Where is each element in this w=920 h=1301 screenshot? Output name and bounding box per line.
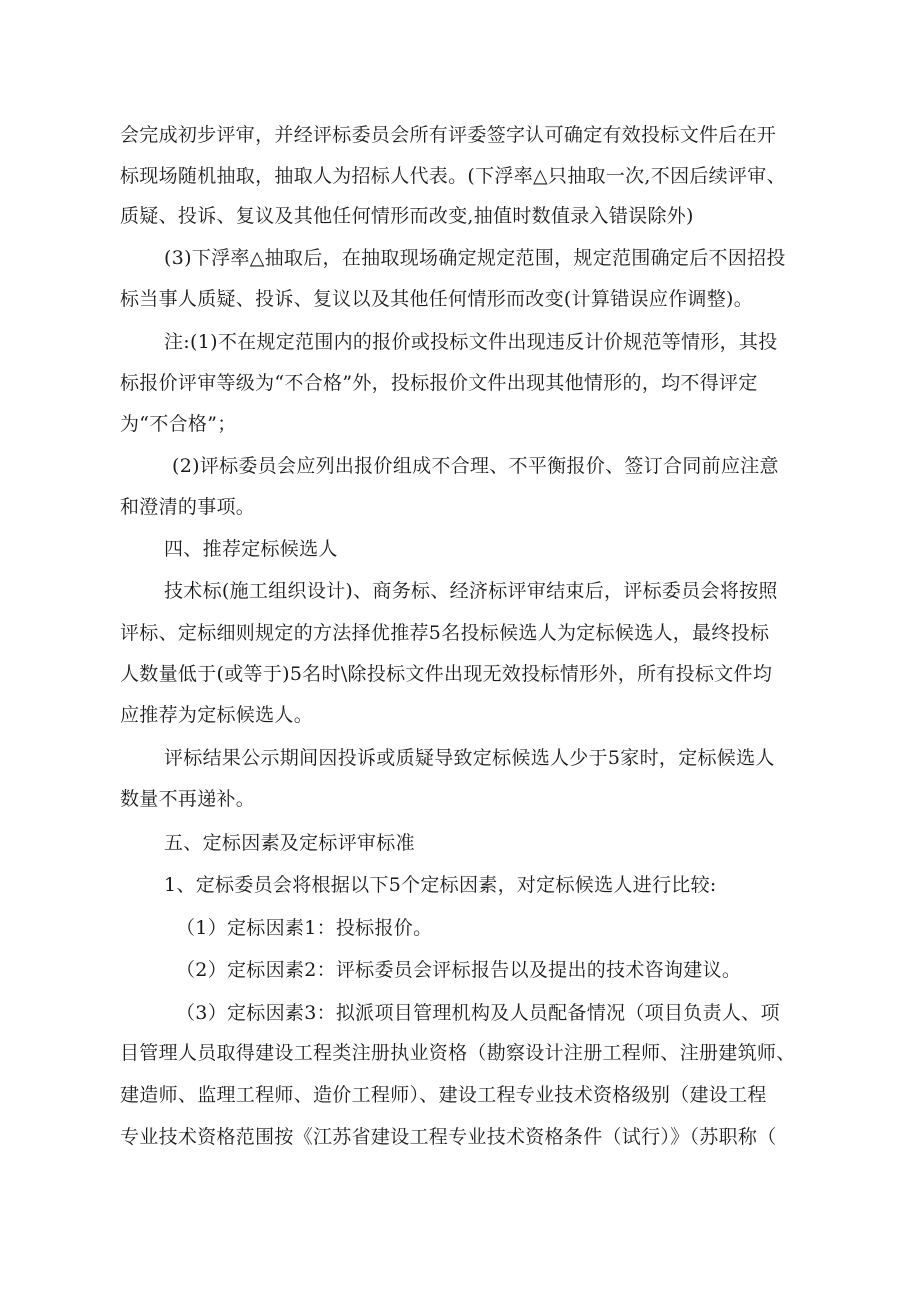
text-line: 1、定标委员会将根据以下5个定标因素，对定标候选人进行比较:	[164, 874, 717, 896]
text-line: 建造师、监理工程师、造价工程师）、建设工程专业技术资格级别（建设工程	[120, 1084, 767, 1106]
text-line: 技术标(施工组织设计)、商务标、经济标评审结束后，评标委员会将按照	[164, 580, 778, 602]
text-line: （3）定标因素3：拟派项目管理机构及人员配备情况（项目负责人、项	[176, 1002, 780, 1024]
text-line: 和澄清的事项。	[120, 496, 256, 518]
text-line: （1）定标因素1：投标报价。	[176, 917, 433, 939]
text-line: 专业技术资格范围按《江苏省建设工程专业技术资格条件（试行）》（苏职称（	[120, 1126, 777, 1148]
text-line: 应推荐为定标候选人。	[120, 704, 314, 726]
text-line: 会完成初步评审，并经评标委员会所有评委签字认可确定有效投标文件后在开	[120, 124, 777, 146]
text-line: 目管理人员取得建设工程类注册执业资格（勘察设计注册工程师、注册建筑师、	[120, 1042, 796, 1064]
text-line: (3)下浮率△抽取后，在抽取现场确定规定范围，规定范围确定后不因招投	[164, 247, 786, 269]
section-heading: 五、定标因素及定标评审标准	[164, 832, 415, 854]
text-line: 为“不合格”；	[120, 413, 237, 435]
section-heading: 四、推荐定标候选人	[164, 538, 338, 560]
text-line: （2）定标因素2：评标委员会评标报告以及提出的技术咨询建议。	[176, 959, 742, 981]
text-line: 标当事人质疑、投诉、复议以及其他任何情形而改变(计算错误应作调整)。	[120, 288, 754, 310]
text-line: 数量不再递补。	[120, 788, 256, 810]
text-line: 注:(1)不在规定范围内的报价或投标文件出现违反计价规范等情形，其投	[164, 331, 778, 353]
text-line: 质疑、投诉、复议及其他任何情形而改变,抽值时数值录入错误除外)	[120, 205, 694, 227]
text-line: 人数量低于(或等于)5名时\除投标文件出现无效投标情形外，所有投标文件均	[120, 663, 773, 685]
text-line: 评标结果公示期间因投诉或质疑导致定标候选人少于5家时，定标候选人	[164, 747, 775, 769]
text-line: 评标、定标细则规定的方法择优推荐5名投标候选人为定标候选人，最终投标	[120, 622, 770, 644]
text-line: 标报价评审等级为“不合格”外，投标报价文件出现其他情形的，均不得评定	[120, 372, 758, 394]
text-line: 标现场随机抽取，抽取人为招标人代表。(下浮率△只抽取一次,不因后续评审、	[120, 165, 786, 187]
text-line: (2)评标委员会应列出报价组成不合理、不平衡报价、签订合同前应注意	[172, 455, 779, 477]
